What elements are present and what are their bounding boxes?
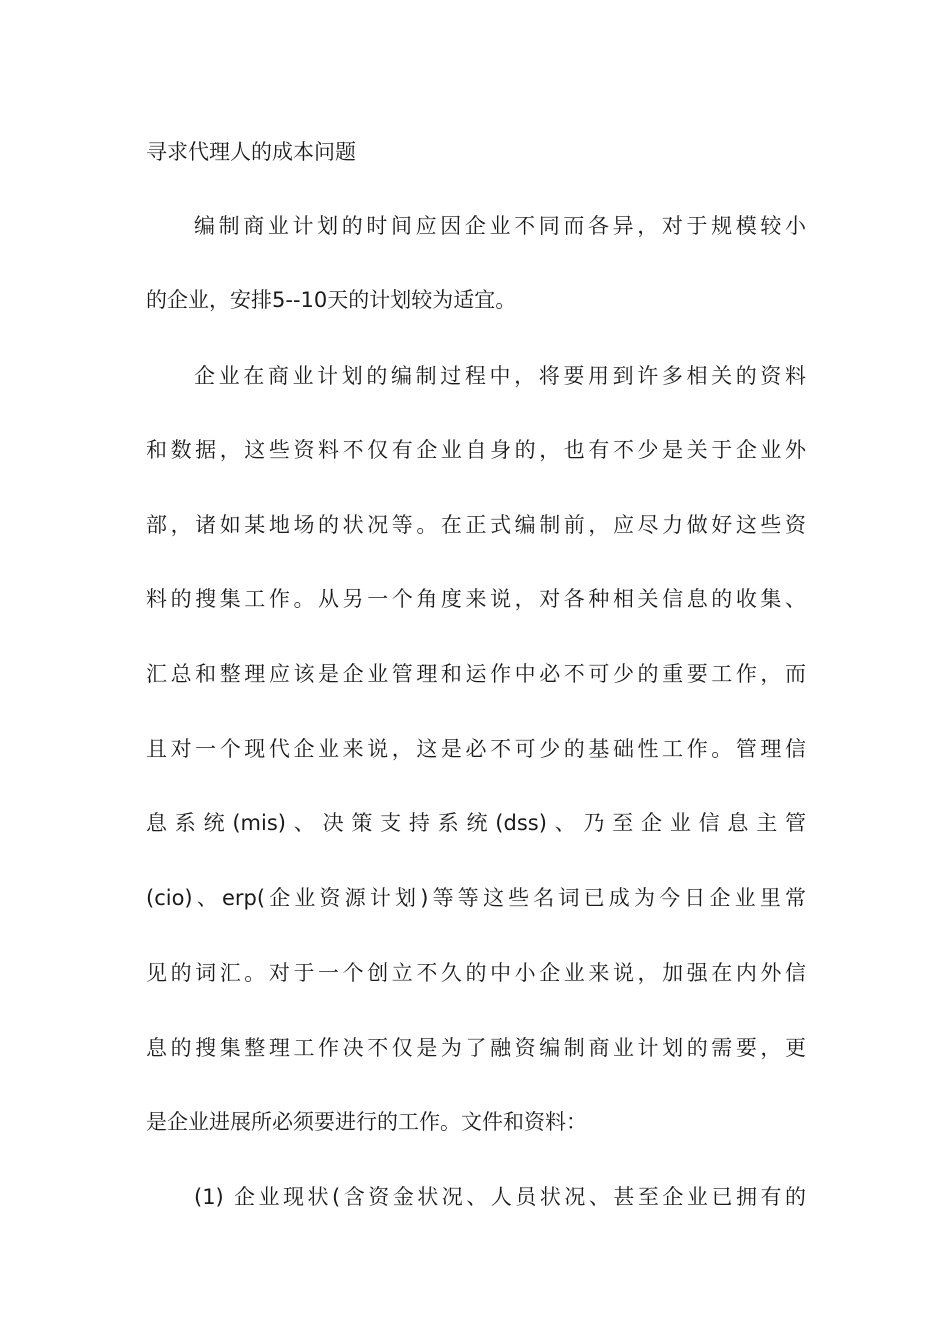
text-line-3: 的企业，安排5--10天的计划较为适宜。 bbox=[146, 288, 517, 312]
text-line-14: 是企业进展所必须要进行的工作。文件和资料： bbox=[146, 1110, 587, 1134]
text-line-1: 寻求代理人的成本问题 bbox=[146, 140, 356, 164]
text-line-5: 和数据，这些资料不仅有企业自身的，也有不少是关于企业外 bbox=[146, 438, 806, 462]
text-line-10: 息系统(mis)、决策支持系统(dss)、乃至企业信息主管 bbox=[146, 811, 806, 835]
text-line-13: 息的搜集整理工作决不仅是为了融资编制商业计划的需要，更 bbox=[146, 1036, 806, 1060]
text-line-15: (1) 企业现状(含资金状况、人员状况、甚至企业已拥有的 bbox=[194, 1185, 806, 1209]
text-line-2: 编制商业计划的时间应因企业不同而各异，对于规模较小 bbox=[194, 214, 806, 238]
text-line-8: 汇总和整理应该是企业管理和运作中必不可少的重要工作，而 bbox=[146, 662, 806, 686]
text-line-9: 且对一个现代企业来说，这是必不可少的基础性工作。管理信 bbox=[146, 737, 806, 761]
text-line-7: 料的搜集工作。从另一个角度来说，对各种相关信息的收集、 bbox=[146, 587, 806, 611]
text-line-11: (cio)、erp(企业资源计划)等等这些名词已成为今日企业里常 bbox=[146, 886, 806, 910]
text-line-4: 企业在商业计划的编制过程中，将要用到许多相关的资料 bbox=[194, 364, 806, 388]
text-line-6: 部，诸如某地场的状况等。在正式编制前，应尽力做好这些资 bbox=[146, 513, 806, 537]
text-line-12: 见的词汇。对于一个创立不久的中小企业来说，加强在内外信 bbox=[146, 961, 806, 985]
